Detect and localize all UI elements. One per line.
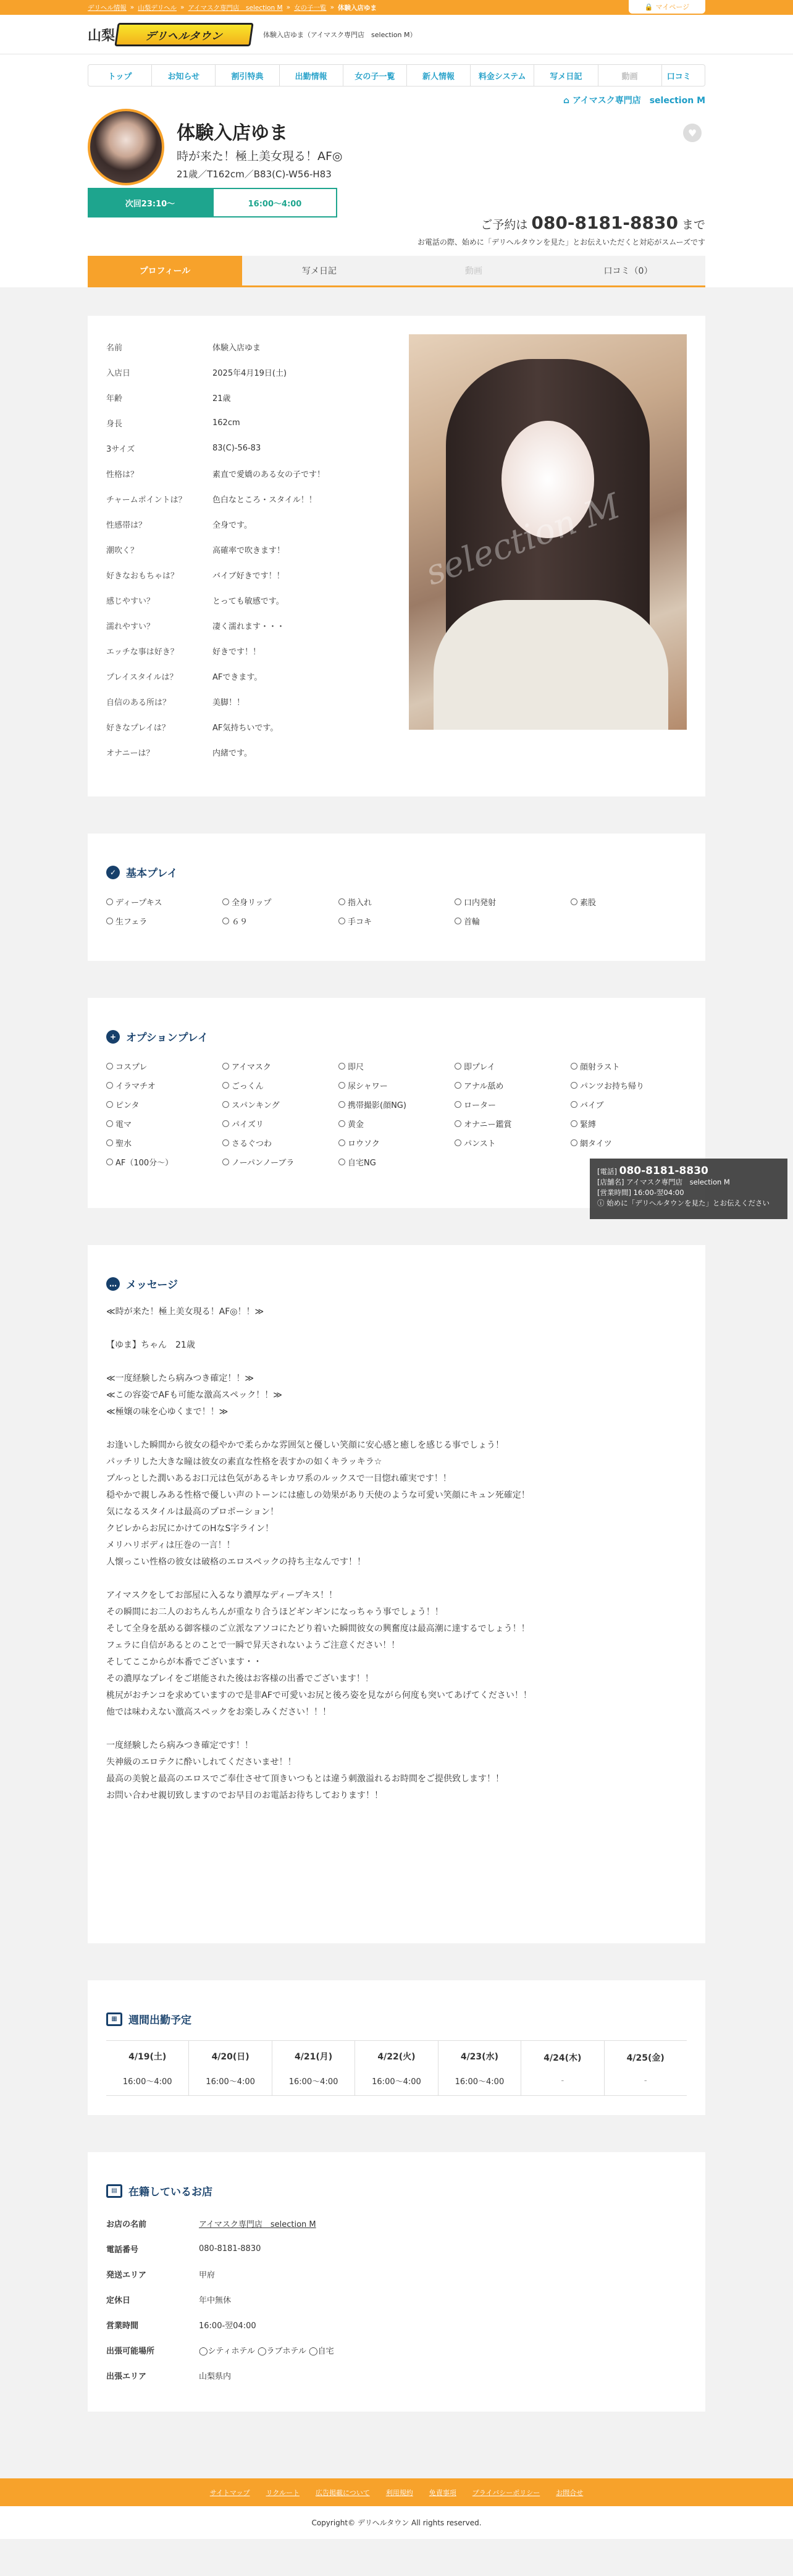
schedule-day [438,2041,521,2095]
profile-value: 21歳 [212,394,231,403]
home-icon: ⌂ [563,96,573,106]
shop-link[interactable]: ⌂ アイマスク専門店 selection M [563,96,705,106]
breadcrumb-current: 体験入店ゆま [338,4,377,12]
shop-row [106,2337,687,2363]
profile-row [106,562,421,588]
photo-watermark: selection M [420,486,626,594]
message-line: フェラに自信があるとのことで一瞬で昇天されないようご注意ください！！ [106,1641,400,1650]
profile-value: バイブ好きです！！ [212,572,285,581]
message-line: 【ゆま】ちゃん 21歳 [106,1340,195,1350]
basic-play-item: 全身リップ [222,896,338,908]
footer-link[interactable]: リクルート [266,2488,300,2497]
profile-value: 好きです！！ [212,648,261,657]
basic-play-item: 口内発射 [455,896,571,908]
profile-top [88,109,705,185]
profile-value: AF気持ちいです。 [212,724,279,733]
tel-note: お電話の際、始めに「デリヘルタウンを見た」とお伝えいただくと対応がスムーズです [417,238,705,247]
basic-play-item: 首輪 [455,915,571,927]
shop-value: 年中無休 [199,2296,232,2305]
tab-review[interactable]: 口コミ（0） [551,256,705,285]
basic-play-title: ✓ 基本プレイ [106,864,687,880]
option-play-item: 電マ [106,1118,222,1130]
profile-value: 2025年4月19日(土) [212,369,287,378]
option-play-item: ノーパンノーブラ [222,1156,338,1168]
breadcrumb-item[interactable]: 山梨デリヘル [138,4,177,12]
option-play-item: パイズリ [222,1118,338,1130]
profile-key: プレイスタイルは？ [106,673,178,682]
option-play-item: さるぐつわ [222,1137,338,1149]
profile-key: 潮吹く？ [106,546,139,555]
message-card [88,1245,705,1943]
message-line: ≪一度経験したら病みつき確定！！≫ [106,1374,254,1383]
nav-price[interactable]: 料金システム [471,65,534,86]
schedule-day [189,2041,272,2095]
shop-value: 16:00-翌04:00 [199,2321,256,2331]
schedule-date: 4/20(日) [211,2051,250,2062]
basic-play-item: 指入れ [338,896,455,908]
shop-title: ▤ 在籍しているお店 [106,2183,687,2198]
message-line: その瞬間にお二人のおちんちんが重なり合うほどギンギンになっちゃう事でしょう！！ [106,1607,443,1617]
tab-video: 動画 [396,256,551,285]
profile-row [106,740,421,765]
profile-key: エッチな事は好き？ [106,648,178,657]
option-play-list [106,1060,687,1168]
info-icon: ⓘ [597,1199,607,1207]
shop-key: 出張可能場所 [106,2347,155,2356]
float-shop: [店舗名] アイマスク専門店 selection M [597,1178,730,1186]
option-play-item: アナル舐め [455,1079,571,1091]
message-line: その濃厚なプレイをご堪能された後はお客様の出番でございます！！ [106,1674,374,1684]
profile-row [106,588,421,613]
option-play-item: 黄金 [338,1118,455,1130]
message-line [106,1721,687,1738]
message-line: ≪極嬢の味を心ゆくまで！！≫ [106,1407,229,1417]
tab-profile[interactable]: プロフィール [88,256,242,285]
message-line: 人懐っこい性格の彼女は破格のエロスペックの持ち主なんです！！ [106,1557,366,1567]
breadcrumb: デリヘル情報 » 山梨デリヘル » アイマスク専門店 selection M » 女の子一覧 » 体験入店ゆま [88,4,377,12]
message-line [106,1571,687,1587]
profile-value: 美脚！！ [212,698,245,707]
schedule-date: 4/21(月) [294,2051,333,2062]
option-play-item: 聖水 [106,1137,222,1149]
schedule-date: 4/22(火) [377,2051,416,2062]
profile-row [106,461,421,486]
schedule-date: 4/24(木) [543,2053,582,2063]
site-logo[interactable] [88,23,252,46]
message-line: お問い合わせ親切致しますのでお早目のお電話お待ちしております！！ [106,1791,383,1801]
option-play-item: スパンキング [222,1099,338,1110]
tab-diary[interactable]: 写メ日記 [242,256,396,285]
message-line: ≪時が来た！極上美女現る！AF◎！！≫ [106,1307,264,1317]
profile-key: 濡れやすい？ [106,622,155,631]
profile-key: 名前 [106,344,123,353]
schedule-time: 16:00〜4:00 [288,2077,338,2087]
shop-key: 発送エリア [106,2271,147,2280]
profile-value: 83(C)-56-83 [212,444,261,453]
shop-row [106,2363,687,2388]
message-line [106,1320,687,1337]
footer-link[interactable]: 利用規約 [385,2488,413,2497]
tel-suffix: まで [681,218,705,232]
schedule-day [355,2041,438,2095]
check-icon: ✓ [106,866,120,879]
copyright: Copyright© デリヘルタウン All rights reserved. [0,2506,793,2539]
profile-tabs [88,256,705,287]
message-line: 気になるスタイルは最高のプロポーション！ [106,1507,279,1517]
basic-play-item: ディープキス [106,896,222,908]
float-note: 始めに「デリヘルタウンを見た」とお伝えください [606,1199,770,1207]
profile-row [106,385,421,410]
message-line [106,1421,687,1437]
schedule-table [106,2040,687,2096]
nav-container [88,54,705,87]
shop-card [88,2152,705,2412]
shop-key: 出張エリア [106,2372,147,2381]
basic-play-card [88,834,705,961]
profile-value: 体験入店ゆま [212,344,261,353]
favorite-heart-icon[interactable]: ♥ [683,124,702,142]
id-card-icon: ▤ [106,2184,122,2198]
schedule-time: 16:00〜4:00 [372,2077,421,2087]
option-play-item: ごっくん [222,1079,338,1091]
basic-play-item: 生フェラ [106,915,222,927]
shop-row [106,2287,687,2312]
basic-play-list [106,896,687,927]
message-line: 一度経験したら病みつき確定です！！ [106,1741,253,1750]
nav-news[interactable]: お知らせ [152,65,216,86]
footer-link[interactable]: 免責事項 [429,2488,456,2497]
floating-call-box[interactable] [590,1159,787,1219]
option-play-item: オナニー鑑賞 [455,1118,571,1130]
profile-value: 全身です。 [212,521,252,530]
shop-key: 定休日 [106,2296,131,2305]
logo-brand: デリヘルタウン [114,23,253,46]
float-hours: [営業時間] 16:00-翌04:00 [597,1188,684,1197]
profile-row [106,714,421,740]
basic-play-item: ６９ [222,915,338,927]
schedule-date: 4/23(水) [460,2051,498,2062]
today-shift-badge: 16:00〜4:00 [212,188,337,217]
shop-key: 営業時間 [106,2321,139,2331]
calendar-icon: ▦ [106,2012,122,2026]
message-line: 穏やかで親しみある性格で優しい声のトーンには癒しの効果があり天使のような可愛い笑顔にキュン死確定！ [106,1490,530,1500]
profile-row [106,638,421,664]
profile-value: 162cm [212,418,240,428]
option-play-item: 即尺 [338,1060,455,1072]
profile-row [106,360,421,385]
float-tel: 080-8181-8830 [619,1165,708,1177]
profile-value: 凄く濡れます・・・ [212,622,285,631]
footer-link[interactable]: サイトマップ [209,2488,250,2497]
nav-girls[interactable]: 女の子一覧 [343,65,407,86]
option-play-item: パンスト [455,1137,571,1149]
lock-icon: 🔒 [644,2,653,11]
schedule-day [272,2041,355,2095]
shop-value[interactable]: アイマスク専門店 selection M [199,2220,316,2229]
nav-diary[interactable]: 写メ日記 [534,65,598,86]
message-line: 桃尻がおチンコを求めていますので是非AFで可愛いお尻と後ろ姿を見ながら何度も突いてあげてください！！ [106,1691,532,1700]
girl-photo[interactable] [409,334,687,730]
schedule-time: - [644,2076,647,2085]
schedule-time: 16:00〜4:00 [455,2077,505,2087]
option-play-item: コスプレ [106,1060,222,1072]
message-line: 他では味わえない激高スペックをお楽しみください！！！ [106,1707,331,1717]
nav-top[interactable]: トップ [88,65,152,86]
plus-icon: + [106,1030,120,1044]
option-play-item: 即プレイ [455,1060,571,1072]
nav-new[interactable]: 新人情報 [407,65,471,86]
profile-row [106,436,421,461]
schedule-time: 16:00〜4:00 [122,2077,172,2087]
tel-prefix: ご予約は [480,218,528,232]
nav-video: 動画 [598,65,662,86]
profile-row [106,664,421,689]
option-play-item: アイマスク [222,1060,338,1072]
mypage-button[interactable]: 🔒 マイページ [629,0,705,14]
schedule-time: - [561,2076,564,2085]
message-title: … メッセージ [106,1276,687,1291]
message-line: パッチリした大きな瞳は彼女の素直な性格を表すかの如くキラッキラ☆ [106,1457,382,1467]
option-play-item: 顔射ラスト [571,1060,687,1072]
shop-key: 電話番号 [106,2245,139,2255]
schedule-day [106,2041,189,2095]
option-play-item: AF（100分〜） [106,1156,222,1168]
basic-play-item: 手コキ [338,915,455,927]
breadcrumb-item[interactable]: 女の子一覧 [294,4,327,12]
option-play-item: 緊縛 [571,1118,687,1130]
footer-links [0,2478,793,2506]
shop-row [106,2236,687,2261]
profile-key: 好きなプレイは？ [106,724,170,733]
profile-table [106,334,421,765]
footer-link[interactable]: お問合せ [556,2488,584,2497]
girl-name: 体験入店ゆま [177,122,288,144]
message-line: 最高の美貌と最高のエロスでご奉仕させて頂きいつもとは違う刺激溢れるお時間をご提供致します！！ [106,1774,504,1784]
footer-link[interactable]: プライバシーポリシー [472,2488,540,2497]
shop-row [106,2312,687,2337]
profile-key: 3サイズ [106,445,135,454]
message-body [106,1304,687,1804]
option-play-item: 尿シャワー [338,1079,455,1091]
profile-key: 身長 [106,420,123,429]
profile-row [106,613,421,638]
nav-schedule[interactable]: 出勤情報 [280,65,343,86]
shop-value: 080-8181-8830 [199,2244,261,2253]
message-line: そして全身を舐める御客様のご立派なアソコにたどり着いた瞬間彼女の興奮度は最高潮に達するでしょう！！ [106,1624,530,1634]
profile-key: 好きなおもちゃは？ [106,572,179,581]
catch-copy: 時が来た！極上美女現る！AF◎ [177,150,343,163]
option-play-item: パンツお持ち帰り [571,1079,687,1091]
nav-review[interactable]: 口コミ [666,72,691,82]
profile-row [106,486,421,512]
float-tel-label: [電話] [597,1167,617,1176]
body-spec: 21歳／T162cm／B83(C)-W56-H83 [177,169,332,180]
message-line: ≪この容姿でAFも可能な激高スペック！！≫ [106,1390,282,1400]
schedule-title: ▦ 週間出勤予定 [106,2011,687,2027]
profile-key: チャームポイントは？ [106,496,187,505]
profile-key: 入店日 [106,369,131,378]
profile-value: AFできます。 [212,673,262,682]
profile-value: 素直で愛嬌のある女の子です！ [212,470,325,479]
profile-key: 性格は？ [106,470,139,479]
option-play-item: ロウソク [338,1137,455,1149]
message-line: アイマスクをしてお部屋に入るなり濃厚なディープキス！！ [106,1590,338,1600]
profile-header [0,54,793,287]
schedule-day [605,2041,687,2095]
shop-nav [88,64,705,87]
profile-value: 高確率で吹きます！ [212,546,285,555]
option-play-item: イラマチオ [106,1079,222,1091]
schedule-date: 4/25(金) [626,2053,665,2063]
top-bar [0,0,793,15]
shop-value: 甲府 [199,2271,216,2280]
schedule-date: 4/19(土) [128,2051,167,2062]
shop-table [106,2211,687,2388]
option-play-item: バイブ [571,1099,687,1110]
profile-key: 性感帯は？ [106,521,147,530]
basic-play-item: 素股 [571,896,687,908]
breadcrumb-item[interactable]: アイマスク専門店 selection M [188,4,283,12]
profile-card [88,316,705,796]
profile-value: 色白なところ・スタイル！！ [212,496,317,505]
profile-info [177,109,343,180]
shop-value: 山梨県内 [199,2372,232,2381]
shop-value: ◯シティホテル ◯ラブホテル ◯自宅 [199,2347,334,2356]
profile-key: オナニーは？ [106,749,154,758]
footer-link[interactable]: 広告掲載について [316,2488,370,2497]
message-line: メリハリボディは圧巻の一言！！ [106,1540,235,1550]
option-play-item: 携帯撮影(顔NG) [338,1099,455,1110]
shop-row [106,2211,687,2236]
message-line: 失神級のエロテクに酔いしれてくださいませ！！ [106,1757,296,1767]
option-play-title: + オプションプレイ [106,1029,687,1044]
nav-discount[interactable]: 割引特典 [216,65,279,86]
shop-row [106,2261,687,2287]
profile-row [106,334,421,360]
avatar [88,109,164,185]
profile-row [106,537,421,562]
next-shift-badge: 次回23:10〜 [88,188,212,217]
profile-row [106,689,421,714]
profile-value: 内緒です。 [212,749,252,758]
breadcrumb-item[interactable]: デリヘル情報 [88,4,127,12]
message-line: お逢いした瞬間から彼女の穏やかで柔らかな雰囲気と優しい笑顔に安心感と癒しを感じる事でしょう！ [106,1440,504,1450]
option-play-item: 網タイツ [571,1137,687,1149]
reservation-tel [88,213,705,247]
option-play-item: ローター [455,1099,571,1110]
profile-key: 自信のある所は？ [106,698,171,707]
profile-row [106,410,421,436]
shop-key: お店の名前 [106,2220,147,2229]
option-play-item: ピンタ [106,1099,222,1110]
site-header [0,15,793,54]
logo-pref: 山梨 [88,27,115,44]
profile-value: とっても敏感です。 [212,597,284,606]
tel-number[interactable]: 080-8181-8830 [531,213,678,233]
profile-row [106,512,421,537]
schedule-time: 16:00〜4:00 [206,2077,255,2087]
profile-key: 感じやすい？ [106,597,155,606]
message-line [106,1354,687,1370]
option-play-item: 自宅NG [338,1156,455,1168]
message-line: そしてここからが本番でございます・・ [106,1657,262,1667]
header-tagline: 体験入店ゆま（アイマスク専門店 selection M） [263,31,417,39]
chat-icon: … [106,1277,120,1291]
message-line: プルっとした潤いあるお口元は色気があるキレカワ系のルックスで一目惚れ確実です！！ [106,1474,451,1484]
schedule-card [88,1980,705,2115]
message-line: クビレからお尻にかけてのHなS字ライン！ [106,1524,274,1534]
profile-key: 年齢 [106,394,123,403]
schedule-day [521,2041,604,2095]
